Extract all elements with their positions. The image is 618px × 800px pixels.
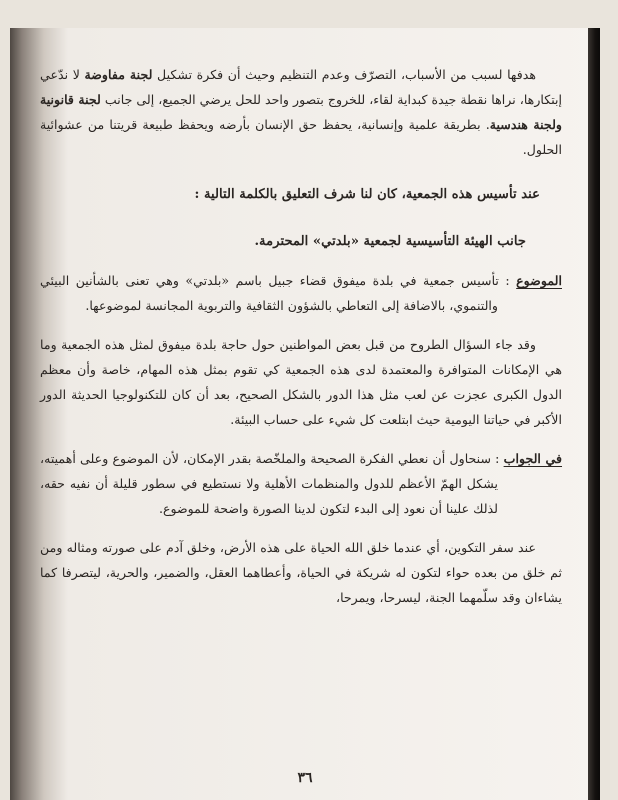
paragraph-genesis: عند سفر التكوين، أي عندما خلق الله الحياة على هذه الأرض، وخلق آدم على صورته ومثاله ومن ثم خلق من بعده حواء لتكون له شريكة في الحياة، وأعطاهما العقل، والضمير، والحرية، ليتصرفا كما يشاءان وقد سلّمهما الجنة، ليسرحا، ويمرحا، [40, 540, 562, 605]
heading-addressee: جانب الهيئة التأسيسية لجمعية «بلدتي» المحترمة. [254, 234, 526, 249]
heading-founding-comment: عند تأسيس هذه الجمعية، كان لنا شرف التعليق بالكلمة التالية : [194, 187, 540, 202]
answer-text: : سنحاول أن نعطي الفكرة الصحيحة والملخّصة بقدر الإمكان، لأن الموضوع وعلى أهميته، يشكل الهمّ الأعظم للدول والمنظمات الأهلية ولا نستطيع في سطور قليلة أن نفيه حقه، لذلك علينا أن نعود إلى البدء لتكون لدينا الصورة واضحة للموضوع. [40, 451, 504, 516]
paragraph-intro [40, 62, 562, 162]
negotiation-committee-term: لجنة مفاوضة [84, 67, 153, 82]
book-spine-shadow [588, 28, 600, 800]
page-number: ٣٦ [297, 770, 313, 786]
book-page [10, 28, 600, 800]
paragraph-subject [40, 268, 562, 318]
paragraph-intro-text-2: لا ندّعي إبتكارها، نراها نقطة جيدة كبداية لقاء، للخروج بتصور واحد للحل يرضي الجميع، إلى جانب [40, 67, 562, 107]
legal-engineering-committee-term: لجنة قانونية ولجنة هندسية [40, 92, 562, 132]
subject-label: الموضوع [516, 273, 562, 288]
paragraph-answer [40, 446, 562, 521]
subject-text: : تأسيس جمعية في بلدة ميفوق قضاء جبيل باسم «بلدتي» وهي تعنى بالشأنين البيئي والتنموي، بالاضافة إلى التعاطي بالشؤون الثقافية والتربوية المجانسة لموضوعها. [40, 273, 517, 313]
paragraph-question: وقد جاء السؤال الطروح من قبل بعض المواطنين حول حاجة بلدة ميفوق لمثل هذه الجمعية وما هي الإمكانات المتوافرة والمعتمدة لدى هذه الجمعية كي تقوم بمثل هذه المهام، خاصة وأن معظم الدول الكبرى عجزت عن لعب مثل هذا الدور بالشكل الصحيح، بعد أن كان للتكنولوجيا الحديثة الدور الأكبر في حياتنا اليومية حيث ابتلعت كل شيء على حساب البيئة. [40, 337, 562, 427]
paragraph-intro-text-1: هدفها لسبب من الأسباب، التصرّف وعدم التنظيم وحيث أن فكرة تشكيل [152, 67, 536, 82]
page-content [40, 62, 562, 800]
answer-label: في الجواب [503, 451, 563, 466]
paragraph-intro-text-3: . بطريقة علمية وإنسانية، يحفظ حق الإنسان بأرضه ويحفظ طبيعة قريتنا من عشوائية الحلول. [40, 117, 562, 157]
